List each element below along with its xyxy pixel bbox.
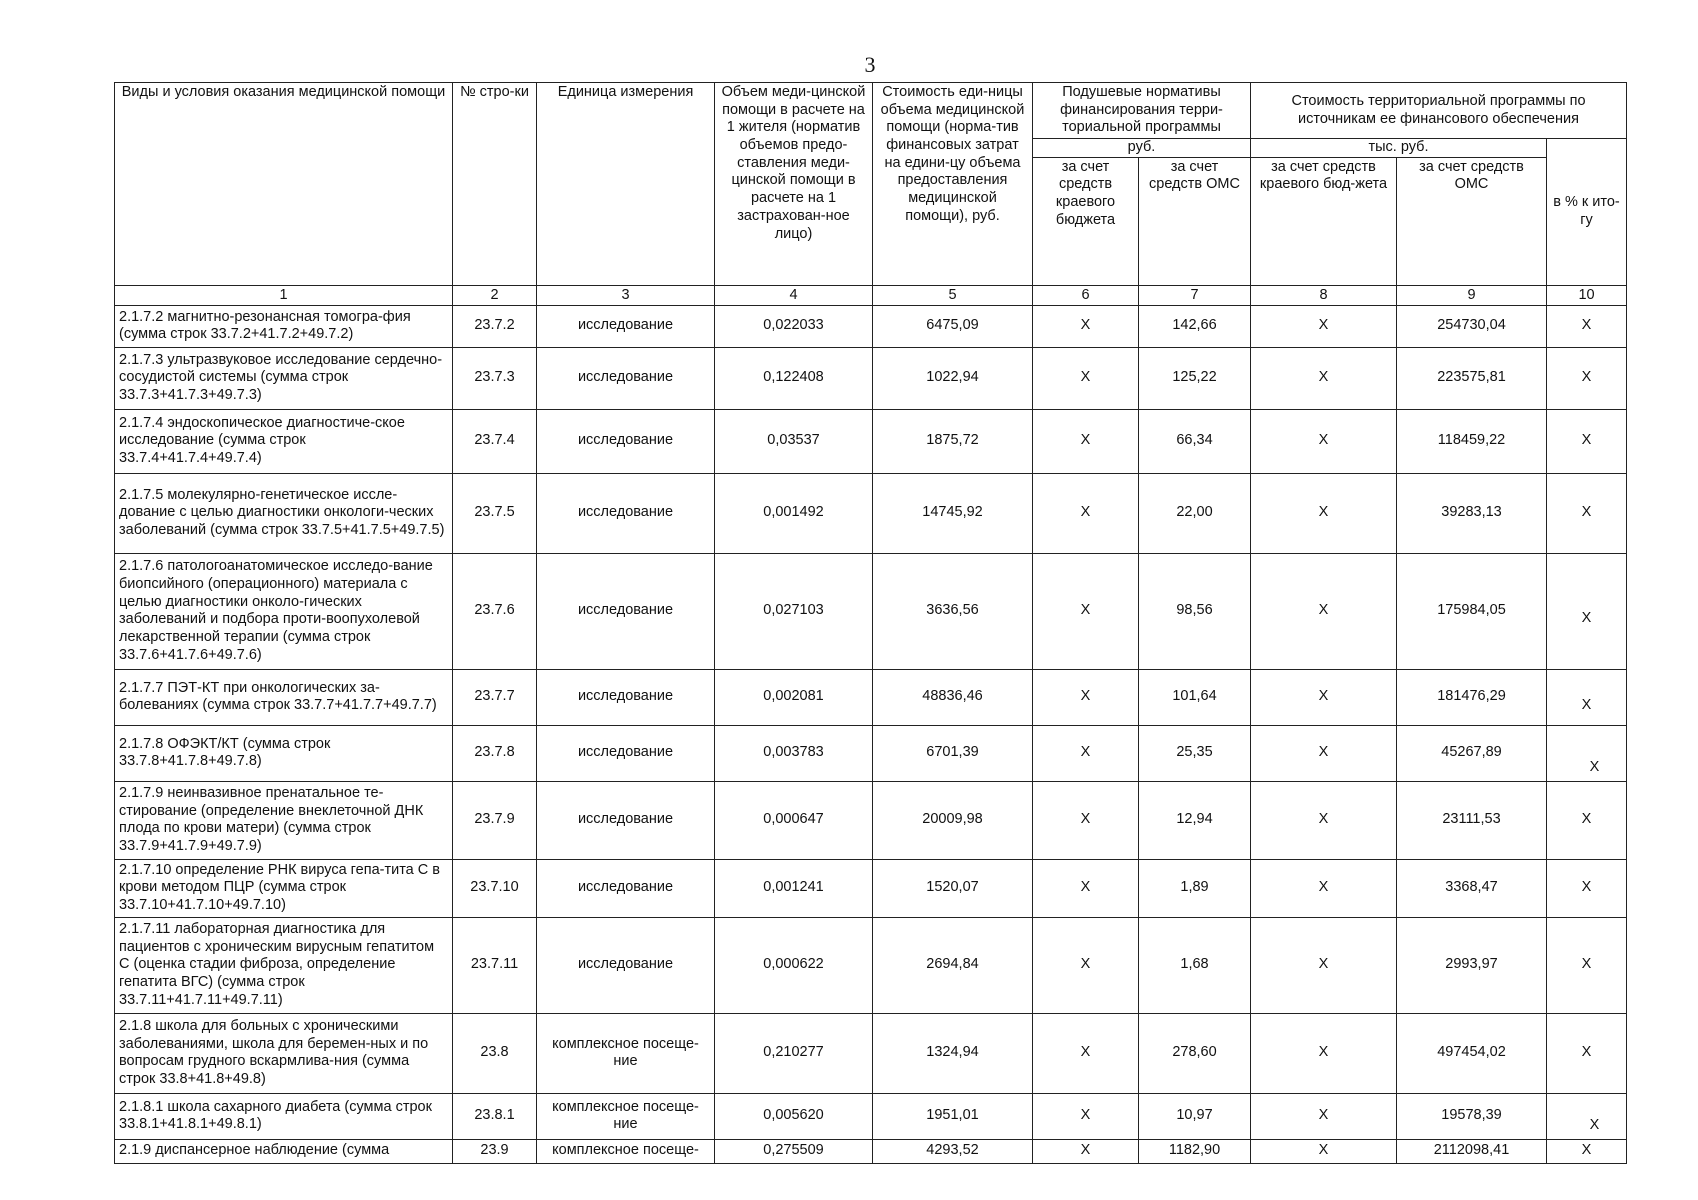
cell-oms-cost: 45267,89	[1397, 725, 1547, 781]
cell-kind: 2.1.7.10 определение РНК вируса гепа-тита С в крови методом ПЦР (сумма строк 33.7.10+41.7.10+49.7.10)	[115, 859, 453, 917]
header-program-cost-unit: тыс. руб.	[1251, 139, 1547, 158]
cell-kind: 2.1.7.7 ПЭТ-КТ при онкологических за-болеваниях (сумма строк 33.7.7+41.7.7+49.7.7)	[115, 669, 453, 725]
program-cost-table	[114, 82, 1627, 1164]
cell-oms-cost: 19578,39	[1397, 1093, 1547, 1139]
cell-regional-cost: Х	[1251, 725, 1397, 781]
cell-kind: 2.1.9 диспансерное наблюдение (сумма	[115, 1139, 453, 1163]
cell-regional-cost: Х	[1251, 473, 1397, 553]
cell-oms-per-capita: 25,35	[1139, 725, 1251, 781]
cell-unit: исследование	[537, 473, 715, 553]
cell-volume: 0,005620	[715, 1093, 873, 1139]
column-number: 9	[1397, 285, 1547, 305]
cell-oms-per-capita: 22,00	[1139, 473, 1251, 553]
cell-percent: Х	[1547, 347, 1627, 409]
cell-row-number: 23.7.10	[453, 859, 537, 917]
column-number: 10	[1547, 285, 1627, 305]
table-row	[115, 305, 1627, 347]
header-row-number: № стро-ки	[453, 83, 537, 286]
cell-volume: 0,122408	[715, 347, 873, 409]
table-row	[115, 473, 1627, 553]
cell-percent: Х	[1547, 781, 1627, 859]
cell-volume: 0,002081	[715, 669, 873, 725]
header-regional-budget-per-capita: за счет средств краевого бюджета	[1033, 157, 1139, 285]
cell-unit-cost: 3636,56	[873, 553, 1033, 669]
header-regional-budget-cost: за счет средств краевого бюд-жета	[1251, 157, 1397, 285]
column-number: 6	[1033, 285, 1139, 305]
cell-unit: исследование	[537, 305, 715, 347]
cell-oms-cost: 497454,02	[1397, 1013, 1547, 1093]
cell-oms-per-capita: 278,60	[1139, 1013, 1251, 1093]
cell-regional-per-capita: Х	[1033, 1093, 1139, 1139]
header-per-capita-unit: руб.	[1033, 139, 1251, 158]
cell-oms-cost: 175984,05	[1397, 553, 1547, 669]
cell-regional-per-capita: Х	[1033, 1139, 1139, 1163]
header-oms-per-capita: за счет средств ОМС	[1139, 157, 1251, 285]
cell-oms-per-capita: 125,22	[1139, 347, 1251, 409]
cell-unit: исследование	[537, 553, 715, 669]
table-row	[115, 917, 1627, 1013]
cell-unit-cost: 2694,84	[873, 917, 1033, 1013]
cell-row-number: 23.8.1	[453, 1093, 537, 1139]
cell-volume: 0,022033	[715, 305, 873, 347]
table-row	[115, 725, 1627, 781]
cell-unit: комплексное посеще-ние	[537, 1093, 715, 1139]
cell-unit-cost: 4293,52	[873, 1139, 1033, 1163]
cell-oms-cost: 39283,13	[1397, 473, 1547, 553]
cell-regional-cost: Х	[1251, 1093, 1397, 1139]
cell-oms-per-capita: 1,89	[1139, 859, 1251, 917]
cell-regional-cost: Х	[1251, 859, 1397, 917]
cell-unit-cost: 6701,39	[873, 725, 1033, 781]
cell-row-number: 23.7.7	[453, 669, 537, 725]
cell-kind: 2.1.8.1 школа сахарного диабета (сумма строк 33.8.1+41.8.1+49.8.1)	[115, 1093, 453, 1139]
cell-unit-cost: 20009,98	[873, 781, 1033, 859]
table-row	[115, 1139, 1627, 1163]
cell-regional-cost: Х	[1251, 409, 1397, 473]
cell-regional-cost: Х	[1251, 553, 1397, 669]
cell-unit-cost: 1951,01	[873, 1093, 1033, 1139]
cell-regional-per-capita: Х	[1033, 347, 1139, 409]
cell-row-number: 23.9	[453, 1139, 537, 1163]
cell-volume: 0,275509	[715, 1139, 873, 1163]
cell-oms-per-capita: 98,56	[1139, 553, 1251, 669]
page-number: 3	[864, 52, 876, 77]
cell-row-number: 23.7.9	[453, 781, 537, 859]
cell-oms-per-capita: 1,68	[1139, 917, 1251, 1013]
header-per-capita-group: Подушевые нормативы финансирования терри-ториальной программы	[1033, 83, 1251, 139]
header-volume: Объем меди-цинской помощи в расчете на 1 жителя (норматив объемов предо-ставления меди-цинской помощи в расчете на 1 застрахован-ное лицо)	[715, 83, 873, 286]
column-number: 8	[1251, 285, 1397, 305]
cell-oms-per-capita: 66,34	[1139, 409, 1251, 473]
cell-regional-cost: Х	[1251, 305, 1397, 347]
cell-oms-cost: 3368,47	[1397, 859, 1547, 917]
cell-row-number: 23.7.4	[453, 409, 537, 473]
cell-volume: 0,210277	[715, 1013, 873, 1093]
table-body	[115, 305, 1627, 1163]
header-oms-cost: за счет средств ОМС	[1397, 157, 1547, 285]
cell-kind: 2.1.7.4 эндоскопическое диагностиче-ское исследование (сумма строк 33.7.4+41.7.4+49.7.4)	[115, 409, 453, 473]
cell-unit: исследование	[537, 725, 715, 781]
cell-regional-per-capita: Х	[1033, 409, 1139, 473]
cell-volume: 0,001241	[715, 859, 873, 917]
cell-percent: Х	[1547, 1013, 1627, 1093]
cell-row-number: 23.7.2	[453, 305, 537, 347]
cell-oms-cost: 223575,81	[1397, 347, 1547, 409]
cell-kind: 2.1.7.11 лабораторная диагностика для пациентов с хроническим вирусным гепатитом С (оценка стадии фиброза, определение гепатита ВГС) (сумма строк 33.7.11+41.7.11+49.7.11)	[115, 917, 453, 1013]
cell-percent: Х	[1547, 409, 1627, 473]
cell-regional-cost: Х	[1251, 347, 1397, 409]
cell-regional-per-capita: Х	[1033, 859, 1139, 917]
cell-regional-cost: Х	[1251, 1139, 1397, 1163]
cell-unit: комплексное посеще-ние	[537, 1013, 715, 1093]
cell-kind: 2.1.7.8 ОФЭКТ/КТ (сумма строк 33.7.8+41.7.8+49.7.8)	[115, 725, 453, 781]
cell-percent: Х	[1547, 1093, 1627, 1139]
cell-volume: 0,03537	[715, 409, 873, 473]
cell-regional-cost: Х	[1251, 1013, 1397, 1093]
cell-unit: исследование	[537, 859, 715, 917]
column-number: 1	[115, 285, 453, 305]
table-row	[115, 553, 1627, 669]
cell-volume: 0,001492	[715, 473, 873, 553]
cell-row-number: 23.8	[453, 1013, 537, 1093]
cell-kind: 2.1.7.5 молекулярно-генетическое иссле-дование с целью диагностики онкологи-ческих заболеваний (сумма строк 33.7.5+41.7.5+49.7.5)	[115, 473, 453, 553]
cell-oms-per-capita: 101,64	[1139, 669, 1251, 725]
cell-row-number: 23.7.5	[453, 473, 537, 553]
header-program-cost-group: Стоимость территориальной программы по источникам ее финансового обеспечения	[1251, 83, 1627, 139]
cell-unit: исследование	[537, 347, 715, 409]
column-number: 4	[715, 285, 873, 305]
cell-kind: 2.1.7.6 патологоанатомическое исследо-вание биопсийного (операционного) материала с целью диагностики онколо-гических заболеваний и подбора проти-воопухолевой лекарственной терапии (сумма строк 33.7.6+41.7.6+49.7.6)	[115, 553, 453, 669]
header-percent-total: в % к ито-гу	[1547, 139, 1627, 286]
cell-kind: 2.1.7.2 магнитно-резонансная томогра-фия (сумма строк 33.7.2+41.7.2+49.7.2)	[115, 305, 453, 347]
cell-unit-cost: 1022,94	[873, 347, 1033, 409]
cell-percent: Х	[1547, 305, 1627, 347]
header-kind: Виды и условия оказания медицинской помощи	[115, 83, 453, 286]
cell-row-number: 23.7.3	[453, 347, 537, 409]
cell-percent: Х	[1547, 1139, 1627, 1163]
header-unit: Единица измерения	[537, 83, 715, 286]
cell-oms-per-capita: 12,94	[1139, 781, 1251, 859]
cell-regional-cost: Х	[1251, 781, 1397, 859]
cell-oms-cost: 2993,97	[1397, 917, 1547, 1013]
cell-regional-per-capita: Х	[1033, 669, 1139, 725]
column-number: 3	[537, 285, 715, 305]
cell-regional-per-capita: Х	[1033, 553, 1139, 669]
cell-volume: 0,000622	[715, 917, 873, 1013]
column-number: 7	[1139, 285, 1251, 305]
cell-oms-per-capita: 10,97	[1139, 1093, 1251, 1139]
cell-percent: Х	[1547, 473, 1627, 553]
table-row	[115, 409, 1627, 473]
table-row	[115, 1093, 1627, 1139]
cell-regional-per-capita: Х	[1033, 781, 1139, 859]
table-row	[115, 347, 1627, 409]
cell-volume: 0,000647	[715, 781, 873, 859]
cell-unit-cost: 48836,46	[873, 669, 1033, 725]
column-number-row	[115, 285, 1627, 305]
cell-regional-per-capita: Х	[1033, 473, 1139, 553]
cell-unit: комплексное посеще-	[537, 1139, 715, 1163]
cell-row-number: 23.7.8	[453, 725, 537, 781]
cell-percent: Х	[1547, 859, 1627, 917]
cell-kind: 2.1.7.3 ультразвуковое исследование сердечно-сосудистой системы (сумма строк 33.7.3+41.7.3+49.7.3)	[115, 347, 453, 409]
cell-unit-cost: 6475,09	[873, 305, 1033, 347]
table-row	[115, 1013, 1627, 1093]
cell-percent: Х	[1547, 725, 1627, 781]
cell-oms-cost: 23111,53	[1397, 781, 1547, 859]
cell-unit: исследование	[537, 669, 715, 725]
table-header	[115, 83, 1627, 306]
cell-kind: 2.1.7.9 неинвазивное пренатальное те-стирование (определение внеклеточной ДНК плода по крови матери) (сумма строк 33.7.9+41.7.9+49.7.9)	[115, 781, 453, 859]
cell-regional-per-capita: Х	[1033, 1013, 1139, 1093]
cell-regional-per-capita: Х	[1033, 305, 1139, 347]
cell-row-number: 23.7.11	[453, 917, 537, 1013]
header-unit-cost: Стоимость еди-ницы объема медицинской помощи (норма-тив финансовых затрат на едини-цу объема предоставления медицинской помощи), руб.	[873, 83, 1033, 286]
cell-oms-per-capita: 1182,90	[1139, 1139, 1251, 1163]
cell-unit-cost: 1520,07	[873, 859, 1033, 917]
cell-oms-cost: 254730,04	[1397, 305, 1547, 347]
cell-unit: исследование	[537, 917, 715, 1013]
cell-oms-cost: 2112098,41	[1397, 1139, 1547, 1163]
cell-kind: 2.1.8 школа для больных с хроническими заболеваниями, школа для беремен-ных и по вопросам грудного вскармлива-ния (сумма строк 33.8+41.8+49.8)	[115, 1013, 453, 1093]
cell-percent: Х	[1547, 553, 1627, 669]
cell-unit-cost: 1875,72	[873, 409, 1033, 473]
column-number: 5	[873, 285, 1033, 305]
cell-unit-cost: 14745,92	[873, 473, 1033, 553]
cell-volume: 0,027103	[715, 553, 873, 669]
cell-percent: Х	[1547, 917, 1627, 1013]
cell-regional-per-capita: Х	[1033, 917, 1139, 1013]
cell-unit-cost: 1324,94	[873, 1013, 1033, 1093]
cell-regional-per-capita: Х	[1033, 725, 1139, 781]
cell-oms-cost: 118459,22	[1397, 409, 1547, 473]
table-row	[115, 669, 1627, 725]
cell-volume: 0,003783	[715, 725, 873, 781]
cell-oms-cost: 181476,29	[1397, 669, 1547, 725]
cell-unit: исследование	[537, 781, 715, 859]
table-row	[115, 859, 1627, 917]
table-row	[115, 781, 1627, 859]
cell-row-number: 23.7.6	[453, 553, 537, 669]
cell-percent: Х	[1547, 669, 1627, 725]
cell-regional-cost: Х	[1251, 669, 1397, 725]
cell-oms-per-capita: 142,66	[1139, 305, 1251, 347]
cell-regional-cost: Х	[1251, 917, 1397, 1013]
cell-unit: исследование	[537, 409, 715, 473]
column-number: 2	[453, 285, 537, 305]
